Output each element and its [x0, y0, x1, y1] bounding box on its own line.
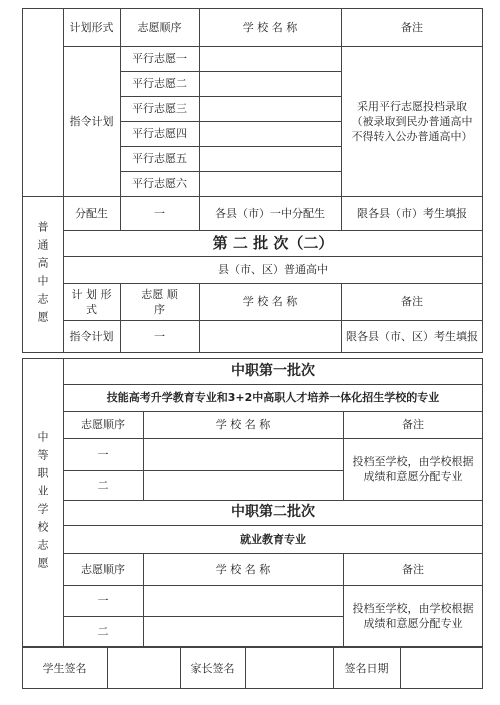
- vocational-batch2-note: 投档至学校，由学校根据成绩和意愿分配专业: [352, 602, 474, 630]
- parent-signature-input[interactable]: [246, 648, 332, 688]
- batch2-row-note: 限各县（市、区）考生填报: [346, 330, 478, 343]
- parent-signature-label: 家长签名: [190, 661, 235, 675]
- vocational-batch1-title: 中职第一批次: [231, 362, 315, 379]
- side-label-vocational-text: 中等职业学校志愿: [36, 430, 49, 575]
- side-label-general-text: 普通高中志愿: [36, 220, 49, 329]
- vocational-batch1-header-note: 备注: [402, 418, 424, 431]
- side-label-vocational: [22, 358, 63, 647]
- header-school-name: 学 校 名 称: [242, 20, 298, 34]
- parallel-choice-6: 平行志愿六: [132, 177, 187, 190]
- batch2-school-input[interactable]: [200, 321, 340, 352]
- vocational-batch1-note: 投档至学校，由学校根据成绩和意愿分配专业: [352, 455, 474, 483]
- vocational-batch2-order-2: 二: [97, 625, 109, 638]
- vocational-batch2-header-note: 备注: [402, 562, 424, 576]
- header-note: 备注: [401, 20, 423, 34]
- vocational-batch2-title: 中职第二批次: [231, 504, 315, 520]
- vocational-batch1-school-input-2[interactable]: [144, 471, 342, 499]
- school-input-1[interactable]: [200, 47, 340, 70]
- sign-date-input[interactable]: [401, 648, 482, 688]
- parallel-choice-2: 平行志愿二: [132, 77, 187, 90]
- vocational-batch1-header-school: 学 校 名 称: [215, 418, 271, 431]
- vocational-batch2-header-order: 志愿顺序: [81, 562, 125, 576]
- vocational-batch1-order-1: 一: [97, 447, 109, 461]
- vocational-batch2-order-1: 一: [97, 594, 109, 607]
- vocational-batch2-header-school: 学 校 名 称: [215, 562, 271, 576]
- student-signature-input[interactable]: [108, 648, 179, 688]
- batch2-header-plan-form: 计 划 形 式: [71, 287, 112, 316]
- directive-plan-label: 指令计划: [69, 114, 114, 128]
- vocational-batch2-school-input-2[interactable]: [144, 617, 342, 646]
- parallel-choice-1: 平行志愿一: [132, 52, 187, 65]
- vocational-batch1-order-2: 二: [97, 478, 109, 492]
- vocational-batch1-subtitle: 技能高考升学教育专业和3+2中高职人才培养一体化招生学校的专业: [106, 391, 440, 404]
- vocational-batch1-school-input-1[interactable]: [144, 439, 342, 469]
- allocation-school: 各县（市）一中分配生: [215, 206, 325, 220]
- allocation-order: 一: [154, 206, 165, 220]
- batch2-header-school: 学 校 名 称: [242, 295, 298, 308]
- header-plan-form: 计划形式: [69, 20, 114, 34]
- vocational-batch1-header-order: 志愿顺序: [81, 418, 125, 431]
- batch2-row-order: 一: [154, 330, 165, 343]
- batch2-header-order: 志愿 顺序: [141, 287, 178, 316]
- allocation-note: 限各县（市）考生填报: [357, 206, 467, 220]
- allocation-label: 分配生: [75, 206, 108, 220]
- batch2-row-label: 指令计划: [69, 330, 114, 343]
- sign-date-label: 签名日期: [344, 661, 389, 675]
- school-input-2[interactable]: [200, 72, 340, 95]
- side-label-general: [22, 196, 63, 353]
- school-input-3[interactable]: [200, 97, 340, 120]
- student-signature-label: 学生签名: [42, 661, 87, 675]
- vocational-batch2-subtitle: 就业教育专业: [240, 532, 306, 546]
- school-input-6[interactable]: [200, 172, 340, 195]
- batch2-subtitle: 县（市、区）普通高中: [218, 263, 328, 276]
- batch2-header-note: 备注: [401, 295, 423, 308]
- parallel-choice-5: 平行志愿五: [132, 152, 187, 165]
- school-input-5[interactable]: [200, 147, 340, 170]
- school-input-4[interactable]: [200, 122, 340, 145]
- parallel-choice-4: 平行志愿四: [132, 127, 187, 140]
- parallel-choice-3: 平行志愿三: [132, 102, 187, 115]
- header-order: 志愿顺序: [137, 20, 182, 34]
- vocational-batch2-school-input-1[interactable]: [144, 586, 342, 615]
- parallel-note: 采用平行志愿投档录取（被录取到民办普通高中不得转入公办普通高中）: [351, 99, 473, 143]
- batch2-title: 第 二 批 次（二）: [212, 233, 334, 252]
